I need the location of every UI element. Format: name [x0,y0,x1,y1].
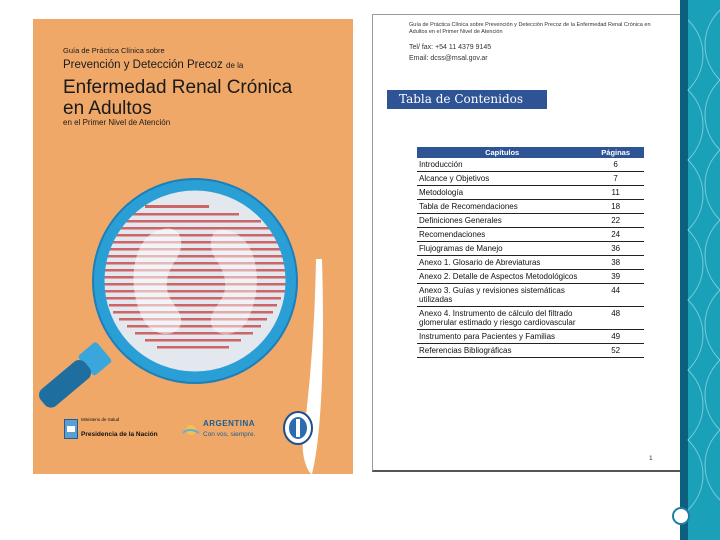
document-page [372,14,689,472]
page-cell: 18 [587,200,644,214]
doc-header-line1: Guía de Práctica Clínica sobre Prevención y Detección Precoz de la Enfermedad Renal Crónica en [409,22,651,28]
table-row [417,186,644,200]
chapter-cell: Instrumento para Pacientes y Familias [417,330,587,344]
chapter-cell: Anexo 2. Detalle de Aspectos Metodológicos [417,270,587,284]
table-row [417,200,644,214]
cover-title-main: Enfermedad Renal Crónica [63,77,293,98]
sun-icon [181,420,201,440]
table-row [417,228,644,242]
table-row [417,158,644,172]
chapter-cell: Recomendaciones [417,228,587,242]
page-number: 1 [649,455,653,462]
chapter-cell: Introducción [417,158,587,172]
table-row [417,284,644,307]
toc-header-row [417,147,644,158]
doc-tel: Tel/ fax: +54 11 4379 9145 [409,44,492,51]
chapter-cell: Referencias Bibliográficas [417,344,587,358]
chapter-cell: Metodología [417,186,587,200]
table-row [417,256,644,270]
table-row [417,307,644,330]
cover-title-line2-small: de la [226,61,244,70]
page-cell: 36 [587,242,644,256]
page-cell: 44 [587,284,644,307]
guide-cover [33,19,353,474]
circle-icon [672,507,690,525]
chapter-cell: Flujogramas de Manejo [417,242,587,256]
cover-title-line1: Guía de Práctica Clínica sobre [63,46,165,55]
seal-icon [283,411,313,445]
chapter-cell: Alcance y Objetivos [417,172,587,186]
toc-title: Tabla de Contenidos [387,90,547,109]
cover-title-line2-main: Prevención y Detección Precoz [63,59,223,71]
cover-title-line5: en el Primer Nivel de Atención [63,118,171,127]
table-row [417,172,644,186]
table-row [417,214,644,228]
page-cell: 48 [587,307,644,330]
doc-header-line2: Adultos en el Primer Nivel de Atención [409,29,503,35]
table-row [417,270,644,284]
ministerio-small-text: Ministerio de Salud [81,417,120,422]
page-cell: 7 [587,172,644,186]
doc-email: Email: dcss@msal.gov.ar [409,55,488,62]
cover-title-sub: en Adultos [63,98,152,119]
col-header-pages: Páginas [587,147,644,158]
page-cell: 6 [587,158,644,172]
cover-title-line2 [63,59,243,71]
argentina-sub-text: Con vos, siempre. [203,431,256,438]
page-cell: 49 [587,330,644,344]
argentina-main-text: ARGENTINA [203,419,256,428]
ministerio-main-text: Presidencia de la Nación [81,431,158,438]
page-cell: 52 [587,344,644,358]
col-header-chapters: Capítulos [417,147,587,158]
table-row [417,242,644,256]
chapter-cell: Definiciones Generales [417,214,587,228]
decorative-strip [680,0,720,540]
page-cell: 22 [587,214,644,228]
flag-icon [64,419,78,439]
chapter-cell: Anexo 3. Guías y revisiones sistemáticas utilizadas [417,284,587,307]
table-row [417,330,644,344]
chapter-cell: Anexo 4. Instrumento de cálculo del filtrado glomerular estimado y riesgo cardiovascular [417,307,587,330]
page-cell: 11 [587,186,644,200]
page-cell: 24 [587,228,644,242]
chapter-cell: Anexo 1. Glosario de Abreviaturas [417,256,587,270]
page-cell: 38 [587,256,644,270]
chapter-cell: Tabla de Recomendaciones [417,200,587,214]
page-cell: 39 [587,270,644,284]
table-row [417,344,644,358]
toc-table [417,147,644,358]
